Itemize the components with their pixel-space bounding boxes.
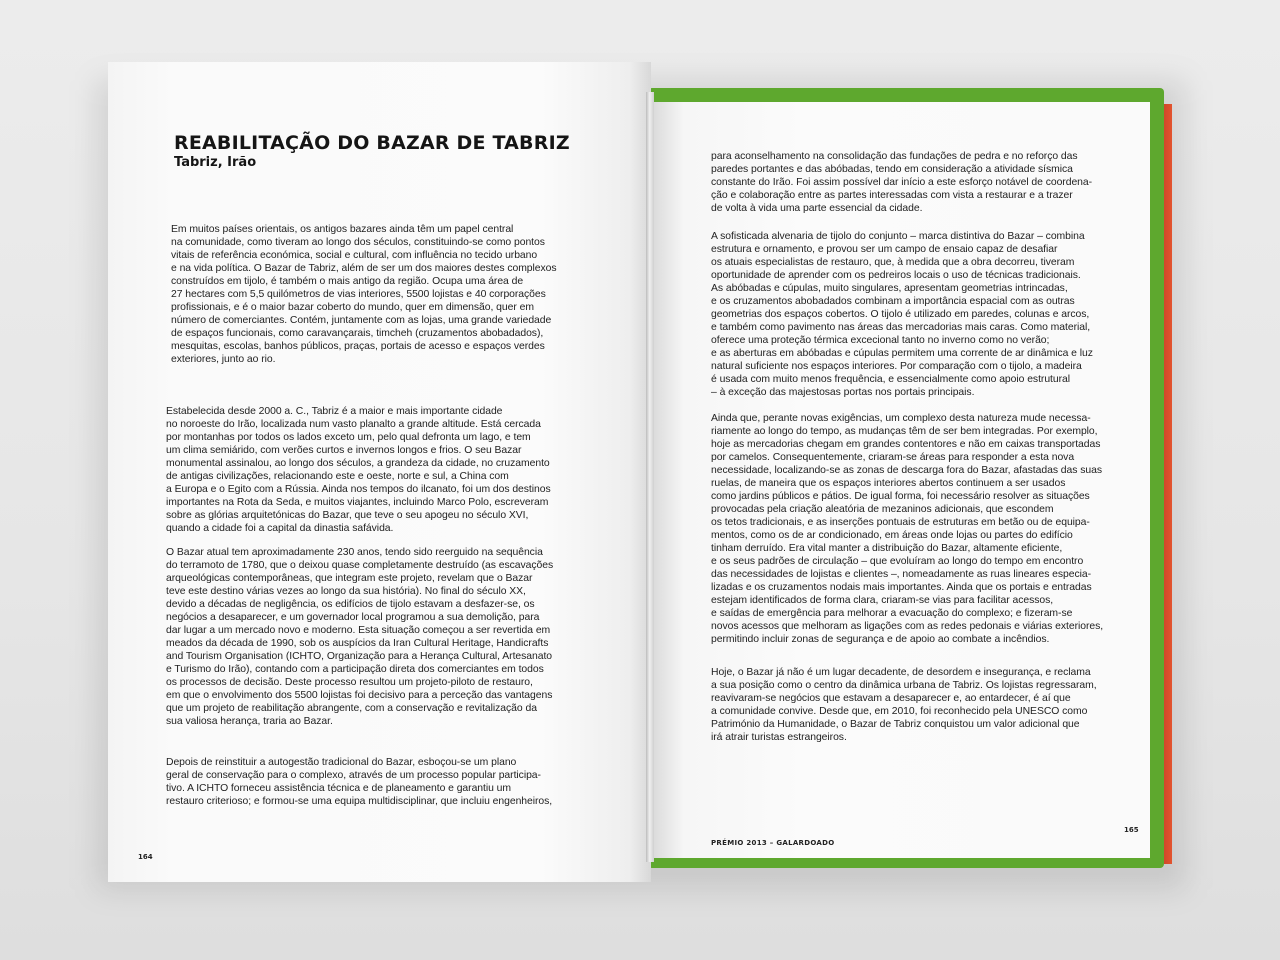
book-spine bbox=[646, 92, 654, 862]
left-paragraph: O Bazar atual tem aproximadamente 230 anos, tendo sido reerguido na sequência do terramoto de 1780, que o deixou quase completamente destruído (as escavações arqueológicas contemporâneas, que integram este projeto, revelam que o Bazar teve este destino várias vezes ao longo da sua história). No final do século XX, devido a décadas de negligência, os edifícios de tijolo estavam a desfazer-se, os negócios a desaparecer, e um governador local programou a sua demolição, para dar lugar a um mercado novo e moderno. Esta situação começou a ser revertida em meados da década de 1990, sob os auspícios da Iran Cultural Heritage, Handicrafts and Tourism Organisation (ICHTO, Organização para a Herança Cultural, Artesanato e Turismo do Irão), contando com a participação direta dos comerciantes em todos os processos de decisão. Deste processo resultou um projeto-piloto de restauro, em que o envolvimento dos 5500 lojistas foi decisivo para a perceção das vantagens que um projeto de reabilitação abrangente, com a conservação e revitalização da sua valiosa herança, traria ao Bazar. bbox=[166, 547, 554, 727]
article-title: REABILITAÇÃO DO BAZAR DE TABRIZ bbox=[174, 132, 570, 154]
left-paragraph: Depois de reinstituir a autogestão tradicional do Bazar, esboçou-se um plano geral de conservação para o complexo, através de um processo popular participa- tivo. A ICHTO forneceu assistência técnica e de planeamento e garantiu um restauro criterioso; e formou-se uma equipa multidisciplinar, que incluiu engenheiros, bbox=[166, 757, 553, 807]
left-paragraph: Em muitos países orientais, os antigos bazares ainda têm um papel central na comunidade, como tiveram ao longo dos séculos, constituindo-se como pontos vitais de referência económica, social e cultural, com influência no tecido urbano e na vida política. O Bazar de Tabriz, além de ser um dos maiores destes complexos construídos em tijolo, é também o mais antigo da região. Ocupa uma área de 27 hectares com 5,5 quilómetros de vias interiores, 5500 lojistas e 40 corporações profissionais, e é o maior bazar coberto do mundo, quer em dimensão, quer em número de comerciantes. Contém, juntamente com as lojas, uma grande variedade de espaços funcionais, como caravançarais, timcheh (cruzamentos abobadados), mesquitas, escolas, banhos públicos, praças, portais de acesso e espaços verdes exteriores, junto ao rio. bbox=[171, 224, 557, 365]
running-footer: PRÉMIO 2013 – GALARDOADO bbox=[711, 839, 835, 847]
page-number-right: 165 bbox=[1124, 826, 1139, 834]
right-paragraph: Ainda que, perante novas exigências, um complexo desta natureza mude necessa- riamente ao longo do tempo, as mudanças têm de ser bem integradas. Por exemplo, hoje as mercadorias chegam em grandes contentores e não em caixas transportadas por camelos. Consequentemente, criaram-se áreas para responder a esta nova necessidade, localizando-se as zonas de descarga fora do Bazar, afastadas das suas ruelas, de maneira que os espaços interiores abertos continuem a ser usados como jardins públicos e pátios. De igual forma, foi necessário resolver as situações provocadas pela criação aleatória de mezaninos adicionais, que escondem os tetos tradicionais, e as inserções pontuais de estruturas em betão ou de equipa- mentos, como os de ar condicionado, em áreas onde lojas ou partes do edifício tinham derruído. Era vital manter a distribuição do Bazar, altamente eficiente, e os seus padrões de circulação – que evoluíram ao longo do tempo em encontro das necessidades de lojistas e clientes –, nomeadamente as ruas lineares especia- lizadas e os cruzamentos nodais mais importantes. Ainda que os portais e entradas estejam identificados de forma clara, criaram-se vias para facilitar acessos, e saídas de emergência para melhorar a evacuação do complexo; e fizeram-se novos acessos que melhoram as ligações com as redes pedonais e viárias exteriores, permitindo incluir zonas de segurança e de apoio ao combate a incêndios. bbox=[711, 413, 1104, 645]
page-number-left: 164 bbox=[138, 853, 153, 861]
article-location: Tabriz, Irão bbox=[174, 155, 257, 170]
left-paragraph: Estabelecida desde 2000 a. C., Tabriz é a maior e mais importante cidade no noroeste do Irão, localizada num vasto planalto a grande altitude. Está cercada por montanhas por todos os lados exceto um, pelo qual defronta um lago, e tem um clima semiárido, com verões curtos e invernos longos e frios. O seu Bazar monumental assinalou, ao longo dos séculos, a grandeza da cidade, no cruzamento de antigas civilizações, relacionando este e oeste, norte e sul, a China com a Europa e o Egito com a Rússia. Ainda nos tempos do ilcanato, foi um dos destinos importantes na Rota da Seda, e muitos viajantes, incluindo Marco Polo, escreveram sobre as glórias arquitetónicas do Bazar, que teve o seu apogeu no século XVI, quando a cidade foi a capital da dinastia safávida. bbox=[166, 406, 551, 534]
right-paragraph: A sofisticada alvenaria de tijolo do conjunto – marca distintiva do Bazar – combina estrutura e ornamento, e provou ser um campo de ensaio capaz de desafiar os atuais especialistas de restauro, que, à medida que a obra decorreu, tiveram oportunidade de aprender com os pedreiros locais o uso de técnicas tradicionais. As abóbadas e cúpulas, muito singulares, apresentam geometrias intrincadas, e os cruzamentos abobadados combinam a importância espacial com as outras geometrias dos espaços cobertos. O tijolo é utilizado em paredes, colunas e arcos, e também como pavimento nas áreas das mercadorias mais caras. Como material, oferece uma proteção térmica excecional tanto no inverno como no verão; e as aberturas em abóbadas e cúpulas permitem uma corrente de ar dinâmica e luz natural suficiente nos espaços interiores. Por comparação com o tijolo, a madeira é usada com muito menos frequência, e essencialmente como apoio estrutural – à exceção das majestosas portas nos portais principais. bbox=[711, 231, 1093, 398]
right-paragraph: Hoje, o Bazar já não é um lugar decadente, de desordem e insegurança, e reclama a sua posição como o centro da dinâmica urbana de Tabriz. Os lojistas regressaram, reavivaram-se negócios que estavam a desaparecer e, ao entardecer, é aí que a comunidade convive. Desde que, em 2010, foi reconhecido pela UNESCO como Património da Humanidade, o Bazar de Tabriz conquistou um valor adicional que irá atrair turistas estrangeiros. bbox=[711, 667, 1097, 743]
right-paragraph: para aconselhamento na consolidação das fundações de pedra e no reforço das paredes portantes e das abóbadas, tendo em consideração a atividade sísmica constante do Irão. Foi assim possível dar início a este esforço notável de coordena- ção e colaboração entre as partes interessadas com vista a restaurar e a trazer de volta à vida uma parte essencial da cidade. bbox=[711, 151, 1093, 214]
